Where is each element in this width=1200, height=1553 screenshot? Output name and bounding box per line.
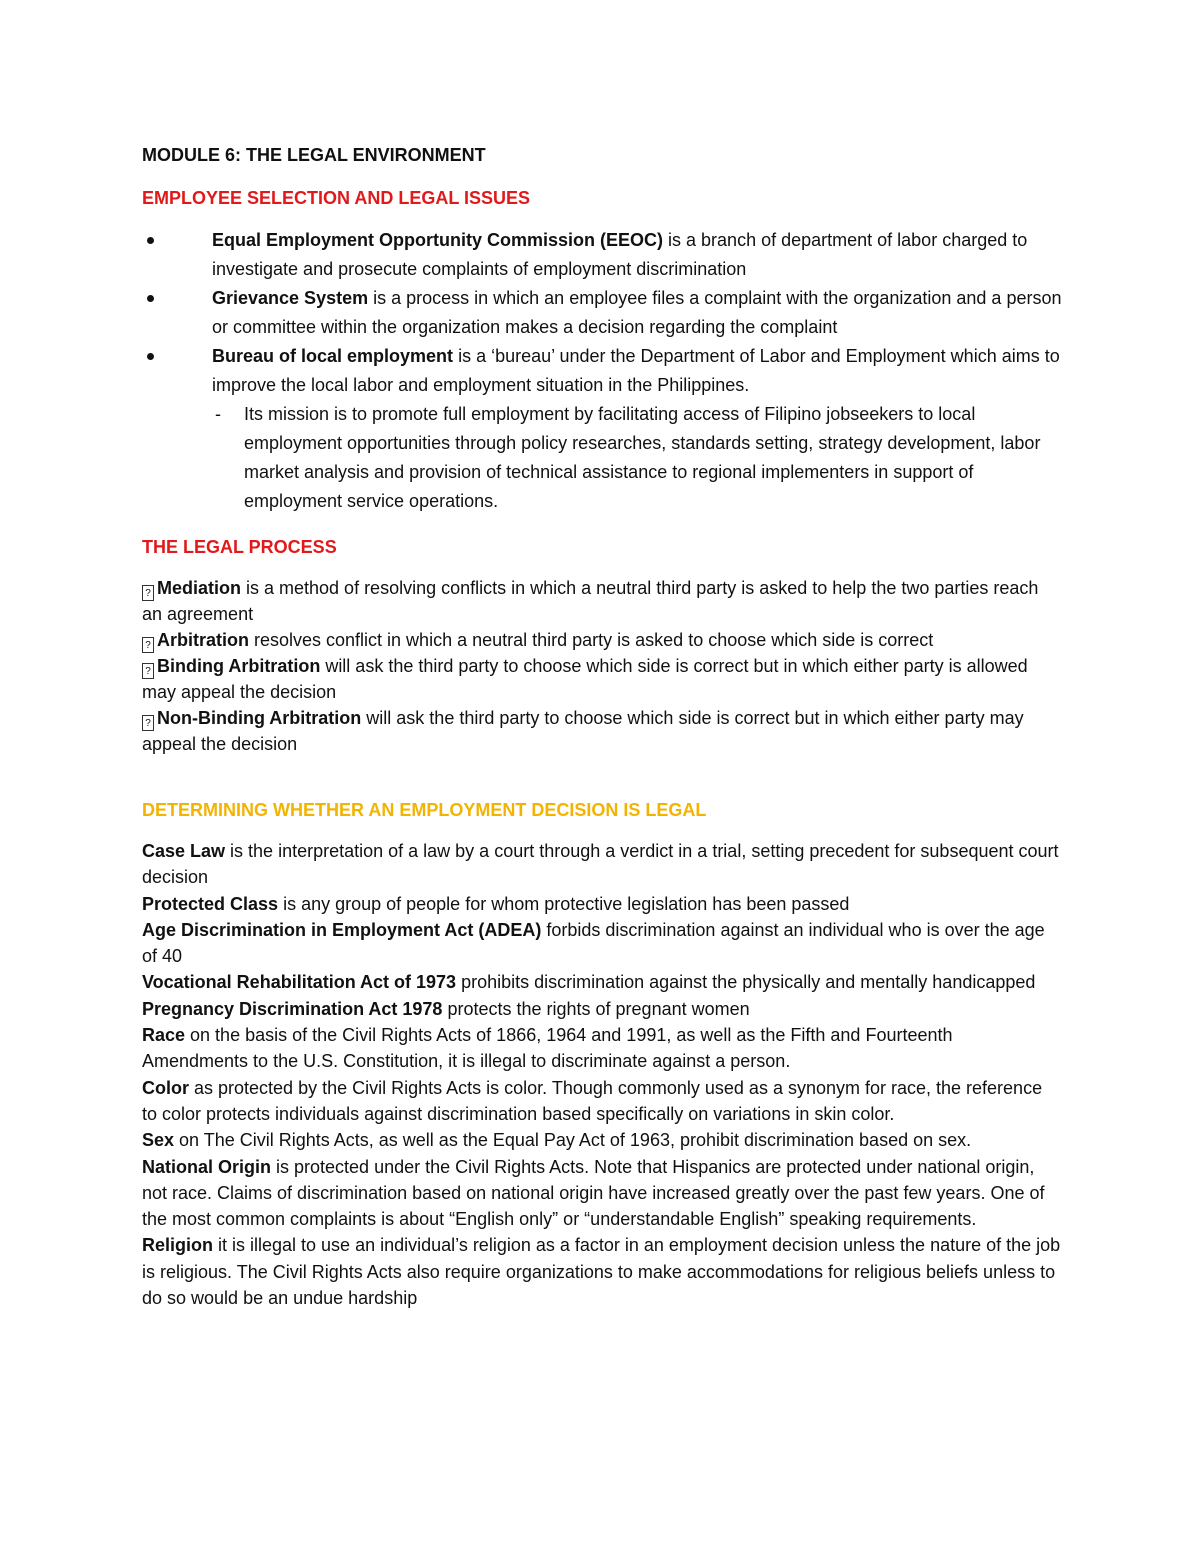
definition: on The Civil Rights Acts, as well as the Equal Pay Act of 1963, prohibit discrimination based on sex. [174, 1130, 972, 1151]
list-item [142, 226, 1062, 284]
term: Color [142, 1077, 189, 1098]
term: Age Discrimination in Employment Act (ADEA) [142, 919, 542, 940]
definition: is a ‘bureau’ under the Department of Labor and Employment which aims to improve the local labor and employment situation in the Philippines. [212, 346, 1060, 395]
bullet-icon [147, 237, 154, 244]
term: Sex [142, 1130, 175, 1151]
page-title: MODULE 6: THE LEGAL ENVIRONMENT [142, 145, 486, 165]
term: Bureau of local employment [212, 346, 454, 366]
definition: forbids discrimination against an individual who is over the age of 40 [142, 919, 1045, 967]
term: Arbitration [157, 630, 249, 650]
definition: it is illegal to use an individual’s religion as a factor in an employment decision unless the nature of the job is religious. The Civil Rights Acts also require organizations to make accommodations for religious beliefs unless to do so would be an undue hardship [142, 1235, 1061, 1309]
list-item [142, 1154, 1062, 1233]
missing-glyph-icon: ? [142, 637, 154, 653]
definition: prohibits discrimination against the physically and mentally handicapped [456, 972, 1036, 993]
definition: as protected by the Civil Rights Acts is color. Though commonly used as a synonym for race, the reference to color protects individuals against discrimination based specifically on variations in skin color. [142, 1077, 1043, 1124]
section-heading-selection: EMPLOYEE SELECTION AND LEGAL ISSUES [142, 188, 531, 208]
list-item [142, 1232, 1062, 1311]
definition: resolves conflict in which a neutral third party is asked to choose which side is correct [249, 630, 934, 650]
definition: will ask the third party to choose which side is correct but in which either party is allowed may appeal the decision [142, 656, 1028, 702]
definition: on the basis of the Civil Rights Acts of 1866, 1964 and 1991, as well as the Fifth and Fourteenth Amendments to the U.S. Constitution, it is illegal to discriminate against a person. [142, 1025, 953, 1072]
list-item [142, 1127, 1062, 1153]
missing-glyph-icon: ? [142, 585, 154, 601]
document-page [142, 142, 1062, 1311]
term: Pregnancy Discrimination Act 1978 [142, 998, 443, 1019]
bullet-icon [147, 295, 154, 302]
term: Protected Class [142, 893, 279, 914]
bullet-icon [147, 353, 154, 360]
term: Religion [142, 1235, 213, 1256]
definition: is a branch of department of labor charged to investigate and prosecute complaints of employment discrimination [212, 230, 1028, 279]
sub-list-item [212, 400, 1062, 516]
list-item [142, 917, 1062, 970]
term: Equal Employment Opportunity Commission (EEOC) [212, 230, 664, 250]
list-item [142, 891, 1062, 917]
definition: is any group of people for whom protective legislation has been passed [278, 893, 850, 914]
list-item [142, 575, 1062, 627]
list-item [142, 969, 1062, 995]
list-item [142, 284, 1062, 342]
definition: is protected under the Civil Rights Acts. Note that Hispanics are protected under national origin, not race. Claims of discrimination based on national origin have increased greatly over the past few years. One of the most common complaints is about “English only” or “understandable English” speaking requirements. [142, 1156, 1045, 1230]
definition: protects the rights of pregnant women [442, 998, 750, 1019]
missing-glyph-icon: ? [142, 663, 154, 679]
list-item [142, 838, 1062, 891]
definition: is a process in which an employee files a complaint with the organization and a person or committee within the organization makes a decision regarding the complaint [212, 288, 1062, 337]
sub-bullet-text: Its mission is to promote full employment by facilitating access of Filipino jobseekers to local employment opportunities through policy researches, standards setting, strategy development, labor market analysis and provision of technical assistance to regional implementers in support of employment service operations. [244, 404, 1041, 511]
list-item [142, 705, 1062, 757]
missing-glyph-icon: ? [142, 715, 154, 731]
list-item [142, 342, 1062, 516]
dash-icon: - [215, 404, 221, 424]
selection-bullet-list [142, 226, 1062, 516]
sub-bullet-list [212, 400, 1062, 516]
term: Grievance System [212, 288, 369, 308]
definition: will ask the third party to choose which side is correct but in which either party may appeal the decision [142, 708, 1024, 754]
term: Case Law [142, 841, 226, 861]
legal-process-list [142, 575, 1062, 757]
term: Race [142, 1025, 186, 1046]
term: Vocational Rehabilitation Act of 1973 [142, 972, 457, 993]
list-item [142, 1075, 1062, 1128]
term: Non-Binding Arbitration [157, 708, 362, 728]
list-item [142, 1022, 1062, 1075]
list-item [142, 996, 1062, 1022]
definition: is the interpretation of a law by a court through a verdict in a trial, setting precedent for subsequent court decision [142, 841, 1059, 888]
legal-definitions-list [142, 838, 1062, 1311]
section-heading-determining-legal: DETERMINING WHETHER AN EMPLOYMENT DECISION IS LEGAL [142, 800, 707, 820]
list-item [142, 653, 1062, 705]
section-heading-legal-process: THE LEGAL PROCESS [142, 537, 337, 557]
term: Binding Arbitration [157, 656, 321, 676]
definition: is a method of resolving conflicts in which a neutral third party is asked to help the two parties reach an agreement [142, 578, 1039, 624]
term: National Origin [142, 1156, 272, 1177]
list-item [142, 627, 1062, 653]
term: Mediation [157, 578, 241, 598]
